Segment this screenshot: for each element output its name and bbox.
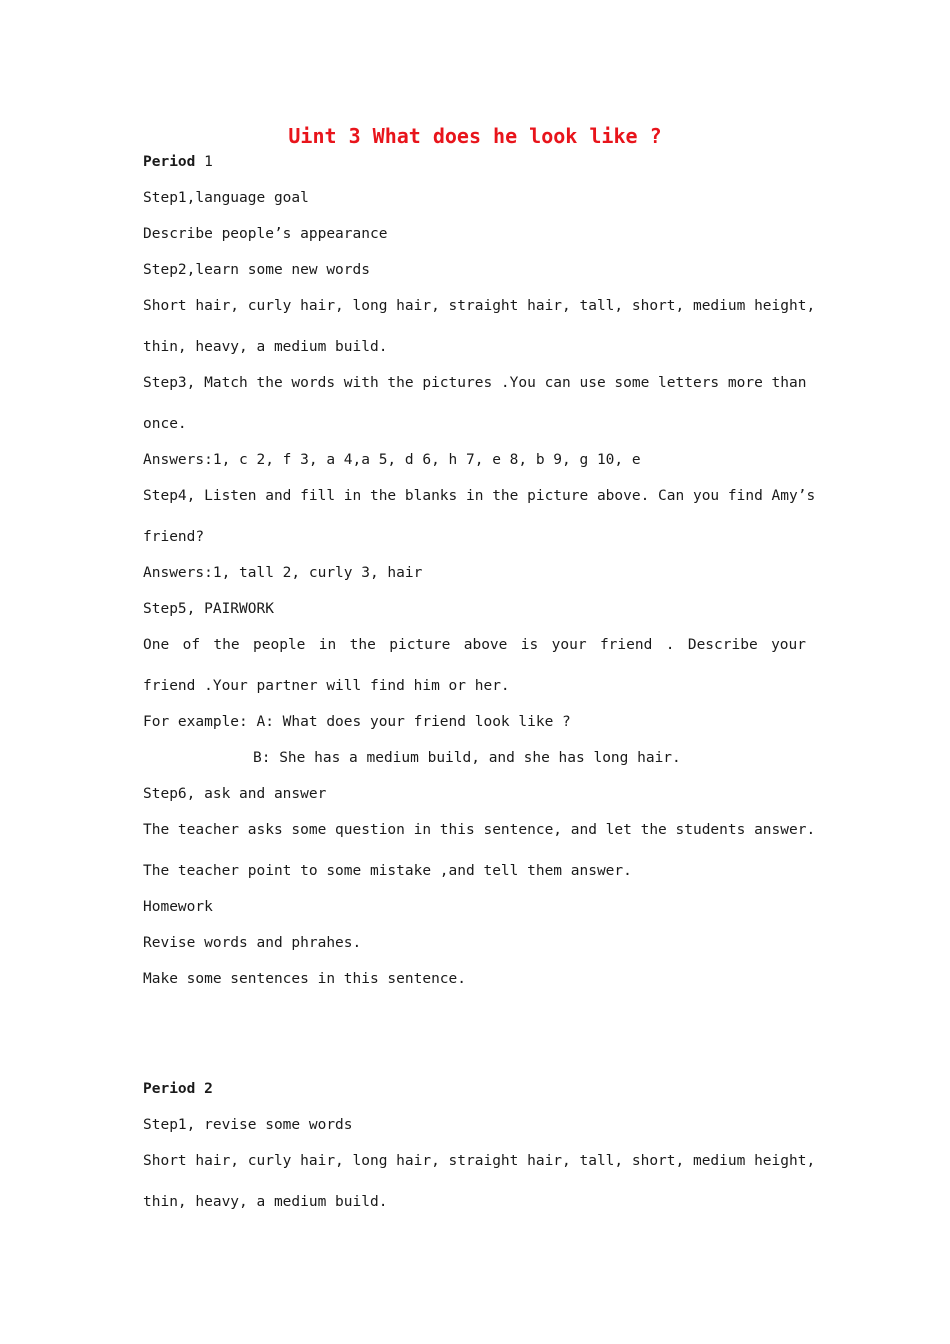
document-title: Uint 3 What does he look like ? — [288, 124, 662, 148]
p1-line-words-2: thin, heavy, a medium build. — [143, 339, 388, 355]
p1-line-make: Make some sentences in this sentence. — [143, 971, 467, 987]
p2-line-words-2: thin, heavy, a medium build. — [143, 1194, 388, 1210]
p1-line-once: once. — [143, 416, 187, 432]
p2-line-step1: Step1, revise some words — [143, 1117, 353, 1133]
p1-line-example-a: For example: A: What does your friend look like ? — [143, 714, 571, 730]
p1-line-example-b: B: She has a medium build, and she has long hair. — [253, 750, 681, 766]
period-1-number: 1 — [195, 154, 213, 170]
p1-line-words-1: Short hair, curly hair, long hair, straight hair, tall, short, medium height, — [143, 298, 816, 314]
p1-line-revise: Revise words and phrahes. — [143, 935, 362, 951]
p1-line-step2: Step2,learn some new words — [143, 262, 370, 278]
period-1-label: Period — [143, 154, 196, 170]
p1-line-homework: Homework — [143, 899, 213, 915]
p1-line-pairwork-2: friend .Your partner will find him or her. — [143, 678, 510, 694]
p1-line-friend: friend? — [143, 529, 205, 545]
period-2-heading: Period 2 — [143, 1081, 213, 1097]
p1-line-teacher-1: The teacher asks some question in this sentence, and let the students answer. — [143, 822, 816, 838]
p1-line-describe: Describe people’s appearance — [143, 226, 388, 242]
p1-line-step1: Step1,language goal — [143, 190, 309, 206]
period-1-heading — [143, 152, 806, 172]
p2-line-words-1: Short hair, curly hair, long hair, straight hair, tall, short, medium height, — [143, 1153, 816, 1169]
p1-line-pairwork-1: One of the people in the picture above is your friend . Describe your — [143, 637, 806, 653]
p1-line-step3: Step3, Match the words with the pictures .You can use some letters more than — [143, 375, 807, 391]
p1-line-teacher-2: The teacher point to some mistake ,and tell them answer. — [143, 863, 632, 879]
p1-line-answers-2: Answers:1, tall 2, curly 3, hair — [143, 565, 423, 581]
p1-line-step4: Step4, Listen and fill in the blanks in the picture above. Can you find Amy’s — [143, 488, 816, 504]
p1-line-step5: Step5, PAIRWORK — [143, 601, 274, 617]
p1-line-answers-1: Answers:1, c 2, f 3, a 4,a 5, d 6, h 7, e 8, b 9, g 10, e — [143, 452, 641, 468]
p1-line-step6: Step6, ask and answer — [143, 786, 327, 802]
